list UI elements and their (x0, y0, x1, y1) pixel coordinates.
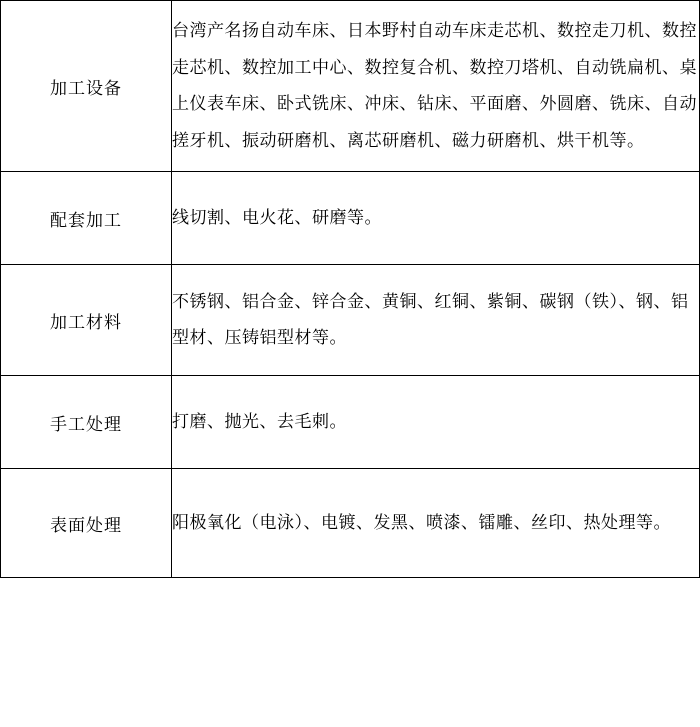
table-row (1, 172, 700, 265)
row-label-processing-material: 加工材料 (1, 265, 172, 376)
row-label-surface-treatment: 表面处理 (1, 469, 172, 578)
row-label-support-processing: 配套加工 (1, 172, 172, 265)
row-value-processing-material: 不锈钢、铝合金、锌合金、黄铜、红铜、紫铜、碳钢（铁）、钢、铝型材、压铸铝型材等。 (172, 265, 700, 376)
table-row (1, 1, 700, 172)
table-row (1, 376, 700, 469)
row-value-support-processing: 线切割、电火花、研磨等。 (172, 172, 700, 265)
table-row (1, 469, 700, 578)
row-value-manual-treatment: 打磨、抛光、去毛刺。 (172, 376, 700, 469)
table-body (1, 1, 700, 578)
row-value-surface-treatment: 阳极氧化（电泳）、电镀、发黑、喷漆、镭雕、丝印、热处理等。 (172, 469, 700, 578)
row-label-manual-treatment: 手工处理 (1, 376, 172, 469)
table-row (1, 265, 700, 376)
row-value-processing-equipment: 台湾产名扬自动车床、日本野村自动车床走芯机、数控走刀机、数控走芯机、数控加工中心、数控复合机、数控刀塔机、自动铣扁机、桌上仪表车床、卧式铣床、冲床、钻床、平面磨、外圆磨、铣床、自动搓牙机、振动研磨机、离芯研磨机、磁力研磨机、烘干机等。 (172, 1, 700, 172)
row-label-processing-equipment: 加工设备 (1, 1, 172, 172)
